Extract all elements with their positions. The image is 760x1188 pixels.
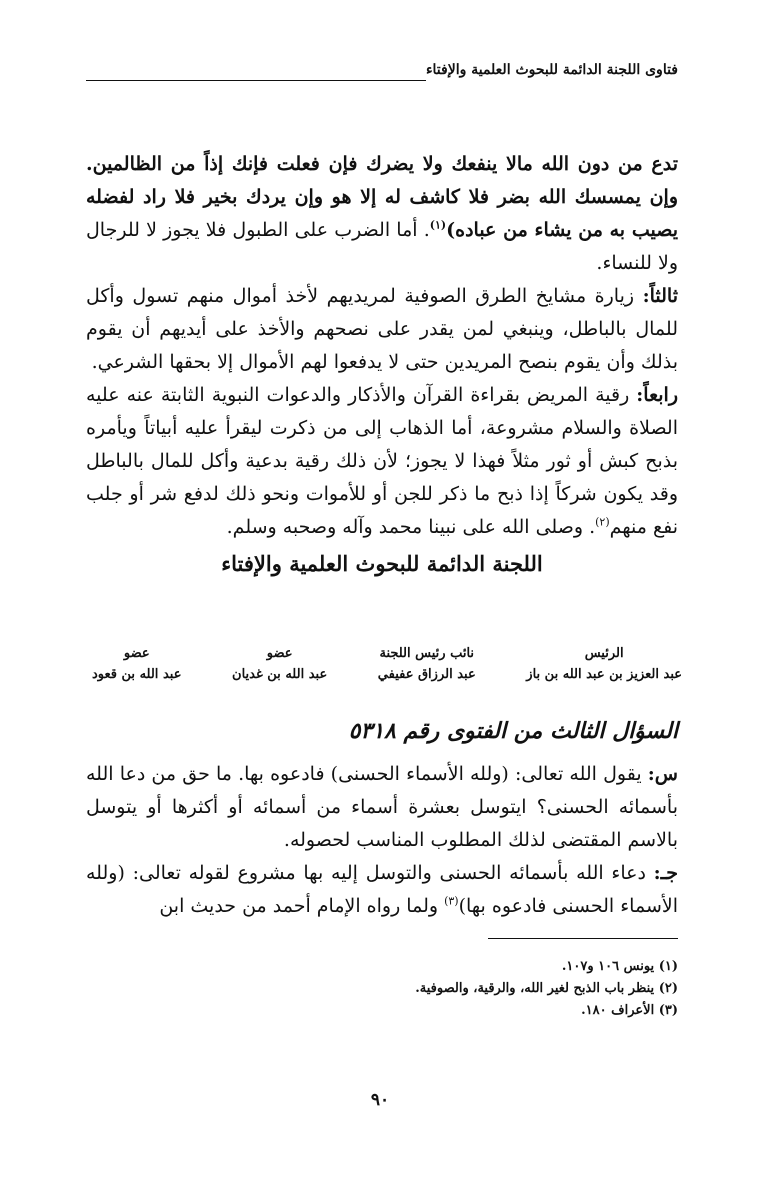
- answer-tail: ولما رواه الإمام أحمد من حديث ابن: [159, 895, 445, 917]
- paragraph-quran-quote: [86, 148, 678, 280]
- fatwa-heading: السؤال الثالث من الفتوى رقم ٥٣١٨: [348, 718, 678, 744]
- item-label-fourth: رابعاً:: [636, 384, 678, 406]
- signature-name: عبد الله بن غديان: [232, 667, 328, 682]
- footnote-item: (٢) ينظر باب الذبح لغير الله، والرقية، والصوفية.: [415, 981, 678, 996]
- main-text: [86, 148, 678, 580]
- paragraph-tail: . أما الضرب على الطبول فلا يجوز لا للرجال ولا للنساء.: [86, 219, 678, 274]
- signature-vice-chairman: [378, 643, 476, 689]
- signature-member: [92, 643, 181, 689]
- answer-text: دعاء الله بأسمائه الحسنى والتوسل إليه بها مشروع لقوله تعالى: (ولله الأسماء الحسنى فادعوه بها): [86, 862, 678, 917]
- paragraph-tail: . وصلى الله على نبينا محمد وآله وصحبه وسلم.: [226, 516, 596, 538]
- signatures-block: [92, 643, 682, 689]
- signature-name: عبد الله بن قعود: [92, 667, 182, 682]
- question-label: س:: [647, 763, 678, 785]
- footnote-rule: [488, 938, 678, 939]
- footnote-item: (١) يونس ١٠٦ و١٠٧.: [561, 959, 678, 974]
- answer-label: جـ:: [653, 862, 678, 884]
- question-text: يقول الله تعالى: (ولله الأسماء الحسنى) فادعوه بها. ما حق من دعا الله بأسمائه الحسنى؟ ايتوسل بعشرة أسماء من أسمائه أو أكثرها أو يتوسل بالاسم المقتضى لذلك المطلوب المناسب لحصوله.: [86, 763, 678, 851]
- paragraph-fourth: [86, 379, 678, 544]
- question-answer: [86, 758, 678, 923]
- footnote-ref-1: (١): [429, 218, 447, 232]
- signature-role: الرئيس: [584, 646, 624, 661]
- paragraph-third: [86, 280, 678, 379]
- committee-name: اللجنة الدائمة للبحوث العلمية والإفتاء: [221, 551, 543, 576]
- signature-role: عضو: [266, 646, 293, 661]
- paragraph-text: زيارة مشايخ الطرق الصوفية لمريديهم لأخذ أموال منهم تسول وأكل للمال بالباطل، وينبغي لمن يقدر على نصحهم والأخذ على أيديهم أن يقوم بذلك وأن يقوم بنصح المريدين حتى لا يدفعوا لهم الأموال إلا بحقها الشرعي.: [86, 285, 678, 373]
- signature-role: نائب رئيس اللجنة: [379, 646, 475, 661]
- running-header-title: فتاوى اللجنة الدائمة للبحوث العلمية والإفتاء: [425, 62, 678, 78]
- running-header: [86, 62, 678, 86]
- signature-role: عضو: [123, 646, 150, 661]
- signature-name: عبد العزيز بن عبد الله بن باز: [526, 667, 682, 682]
- header-rule: [86, 80, 426, 81]
- footnote-item: (٣) الأعراف ١٨٠.: [581, 1003, 678, 1018]
- signature-chairman: [526, 643, 682, 689]
- question-paragraph: [86, 758, 678, 857]
- footnotes: [86, 956, 678, 1022]
- page-number: ٩٠: [370, 1090, 390, 1110]
- footnote-ref-2: (٢): [595, 515, 610, 529]
- signature-name: عبد الرزاق عفيفي: [377, 667, 476, 682]
- paragraph-text: رقية المريض بقراءة القرآن والأذكار والدعوات النبوية الثابتة عنه عليه الصلاة والسلام مشروعة، أما الذهاب إلى من ذكرت ليقرأ عليه أبياتاً ويأمره بذبح كبش أو ثور مثلاً فهذا لا يجوز؛ لأن ذلك رقية بدعية وأكل للمال بالباطل وقد يكون شركاً إذا ذبح ما ذكر للجن أو للأموات ونحو ذلك لدفع شر أو جلب نفع منهم: [86, 384, 678, 538]
- signature-member: [232, 643, 327, 689]
- footnote-ref-3: (٣): [444, 894, 459, 908]
- answer-paragraph: [86, 857, 678, 923]
- item-label-third: ثالثاً:: [642, 285, 678, 307]
- paragraph-text: تدع من دون الله مالا ينفعك ولا يضرك فإن فعلت فإنك إذاً من الظالمين. وإن يمسسك الله بضر فلا كاشف له إلا هو وإن يردك بخير فلا راد لفضله يصيب به من يشاء من عباده): [86, 153, 679, 241]
